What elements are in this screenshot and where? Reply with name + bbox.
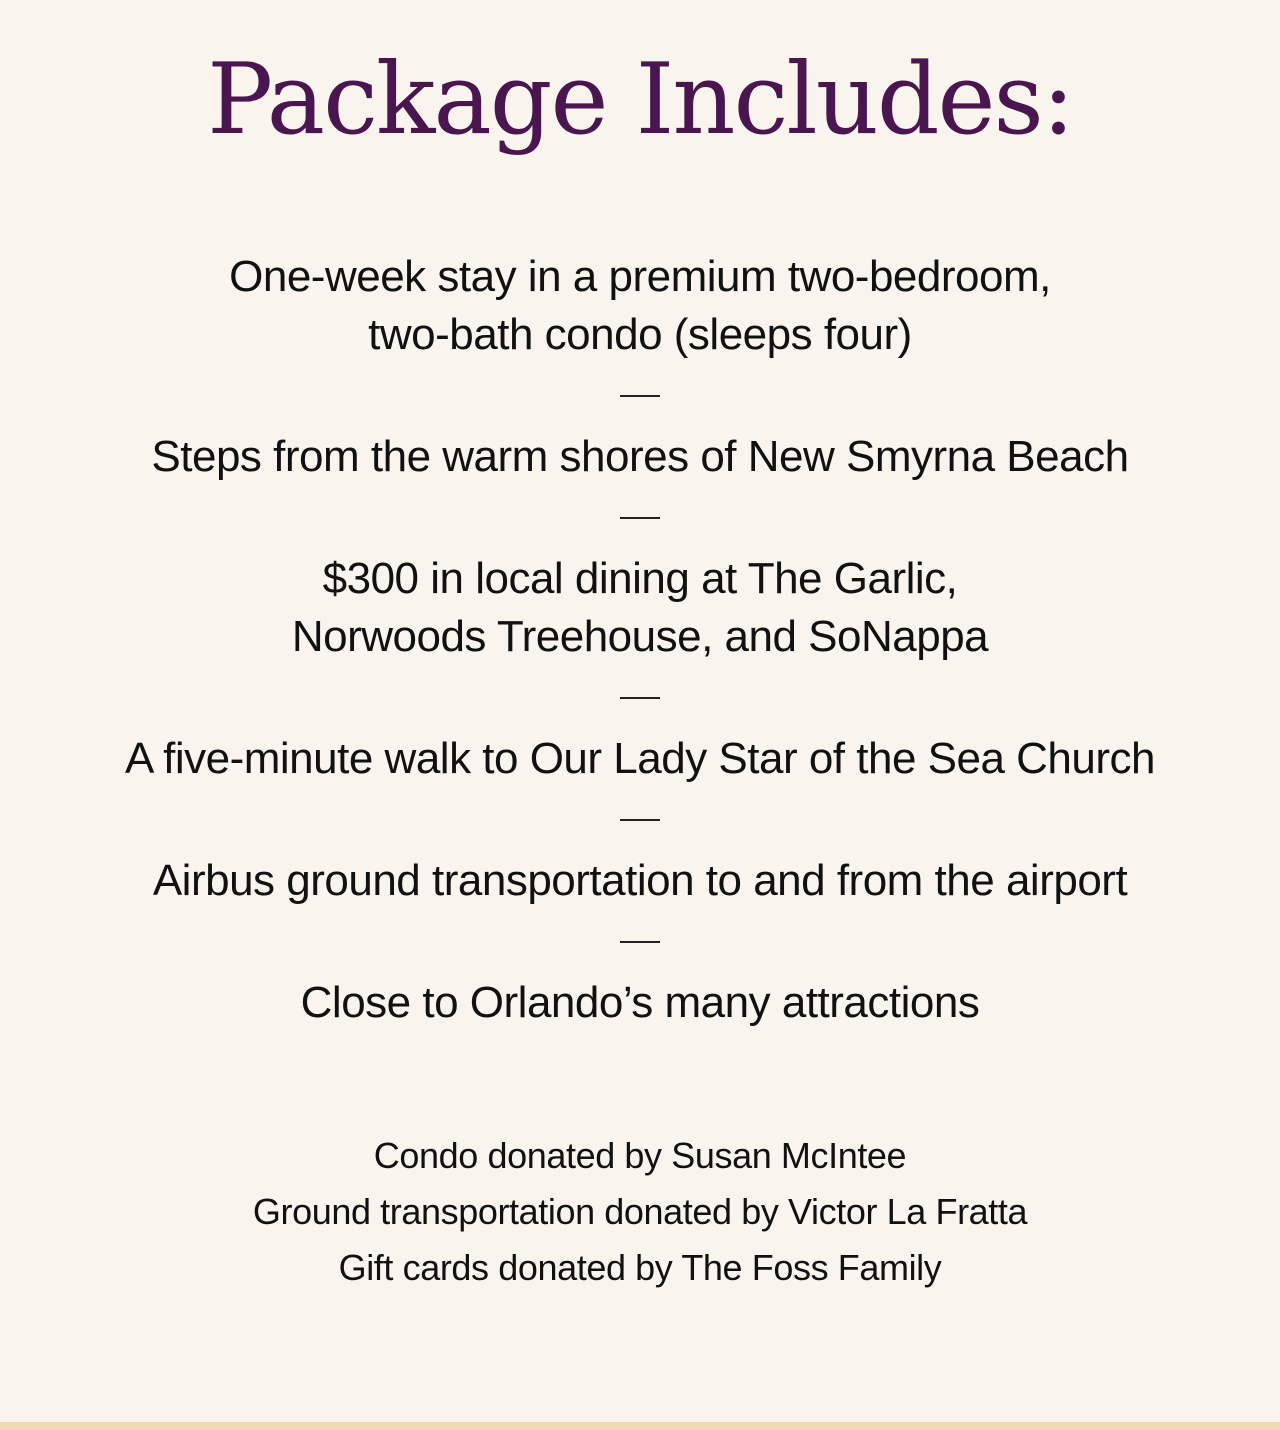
item-text-line: A five-minute walk to Our Lady Star of the Sea Church bbox=[124, 734, 1155, 783]
list-item bbox=[0, 852, 1280, 910]
item-text-line: Norwoods Treehouse, and SoNappa bbox=[291, 612, 989, 661]
item-text-line: One-week stay in a premium two-bedroom, bbox=[229, 252, 1051, 301]
item-text-line: two-bath condo (sleeps four) bbox=[368, 310, 912, 359]
divider bbox=[620, 819, 660, 821]
divider bbox=[620, 941, 660, 943]
list-item bbox=[0, 428, 1280, 486]
bottom-accent-bar bbox=[0, 1422, 1280, 1430]
divider bbox=[620, 697, 660, 699]
credit-line: Condo donated by Susan McIntee bbox=[373, 1135, 907, 1176]
credit-line: Gift cards donated by The Foss Family bbox=[338, 1247, 942, 1288]
credit-line: Ground transportation donated by Victor La Fratta bbox=[252, 1191, 1028, 1232]
list-item bbox=[0, 550, 1280, 666]
package-items-list bbox=[0, 248, 1280, 1032]
list-item bbox=[0, 248, 1280, 364]
item-text-line: Close to Orlando’s many attractions bbox=[300, 978, 980, 1027]
list-item bbox=[0, 730, 1280, 788]
item-text-line: $300 in local dining at The Garlic, bbox=[322, 554, 958, 603]
divider bbox=[620, 395, 660, 397]
list-item bbox=[0, 974, 1280, 1032]
donor-credits bbox=[0, 1128, 1280, 1296]
item-text-line: Steps from the warm shores of New Smyrna Beach bbox=[151, 432, 1129, 481]
divider bbox=[620, 517, 660, 519]
item-text-line: Airbus ground transportation to and from the airport bbox=[152, 856, 1128, 905]
page-title: Package Includes: bbox=[207, 43, 1073, 157]
